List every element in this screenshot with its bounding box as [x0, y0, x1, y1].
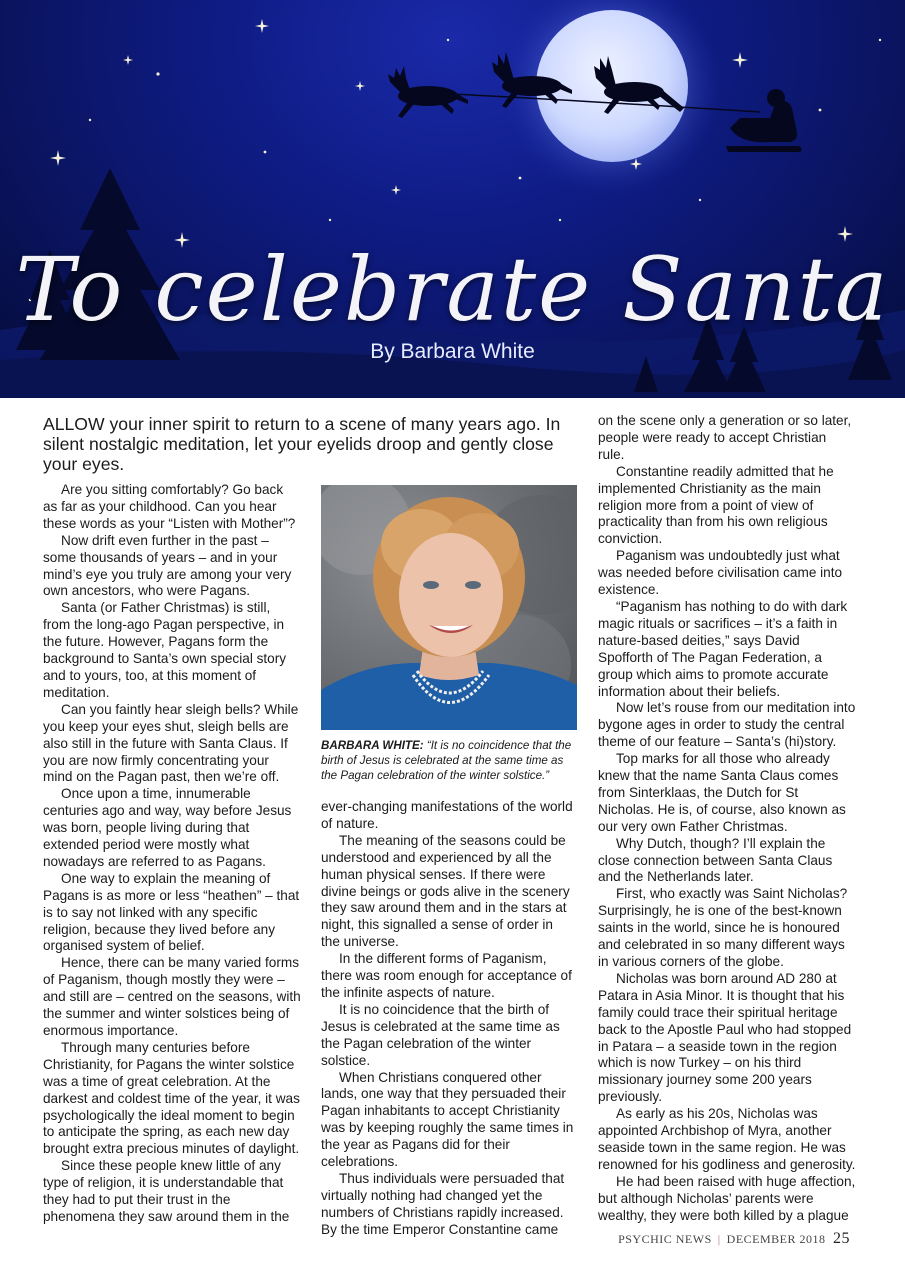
- text-column-3: [598, 413, 856, 1225]
- paragraph: ever-changing manifestations of the world of nature.: [321, 799, 573, 831]
- paragraph: Now let’s rouse from our meditation into bygone ages in order to study the central theme of our feature – Santa’s (hi)story.: [598, 700, 856, 750]
- paragraph: on the scene only a generation or so later, people were ready to accept Christian rule.: [598, 413, 852, 462]
- paragraph: Since these people knew little of any type of religion, it is understandable that they had to put their trust in the phenomena they saw around them in the: [43, 1158, 290, 1224]
- paragraph: One way to explain the meaning of Pagans is as more or less “heathen” – that is to say not linked with any specific religion, because they lived before any organised system of belief.: [43, 870, 300, 954]
- author-photo: [321, 485, 577, 730]
- paragraph: The meaning of the seasons could be understood and experienced by all the human physical senses. If there were divine beings or gods alive in the scenery they saw around them and in the stars at night, this signalled a sense of order in the universe.: [321, 832, 570, 950]
- paragraph: Top marks for all those who already knew that the name Santa Claus comes from Sinterklaas, the Dutch for St Nicholas. He is, of course, also known as our very own Father Christmas.: [598, 751, 846, 834]
- paragraph: Constantine readily admitted that he implemented Christianity as the main religion more from a point of view of practicality than from his own religious conviction.: [598, 463, 834, 547]
- paragraph: Why Dutch, though? I’ll explain the close connection between Santa Claus and the Netherlands later.: [598, 835, 833, 885]
- article-byline: By Barbara White: [370, 340, 535, 363]
- paragraph: Can you faintly hear sleigh bells? While you keep your eyes shut, sleigh bells are also still in the future with Santa Claus. If you are now firmly concentrating your mind on the Pagan past, then we’re off.: [43, 701, 299, 785]
- article-intro: ALLOW your inner spirit to return to a scene of many years ago. In silent nostalgic meditation, let your eyelids droop and gently close your eyes.: [43, 414, 561, 474]
- publication-name: PSYCHIC NEWS: [618, 1232, 712, 1246]
- paragraph: It is no coincidence that the birth of Jesus is celebrated at the same time as the Pagan celebration of the winter solstice.: [321, 1001, 560, 1068]
- page-number: 25: [833, 1230, 850, 1247]
- paragraph: Nicholas was born around AD 280 at Patara in Asia Minor. It is thought that his family could trace their spiritual heritage back to the Apostle Paul who had stopped in Patara – a seaside town in the region which is now Turkey – on his third missionary journey some 200 years previously.: [598, 970, 852, 1105]
- paragraph: First, who exactly was Saint Nicholas? Surprisingly, he is one of the best-known saints in the world, since he is honoured and celebrated in so many different ways in various corners of the globe.: [598, 886, 848, 969]
- paragraph: “Paganism has nothing to do with dark magic rituals or sacrifices – it’s a faith in nature-based deities,” says David Spofforth of The Pagan Federation, a group which aims to promote accurate information about their beliefs.: [598, 598, 848, 699]
- issue-date: DECEMBER 2018: [726, 1232, 826, 1246]
- paragraph: Thus individuals were persuaded that virtually nothing had changed yet the numbers of Christians rapidly increased. By the time Emperor Constantine came: [321, 1170, 565, 1237]
- portrait-illustration: [321, 485, 577, 730]
- paragraph: Now drift even further in the past – some thousands of years – and in your mind’s eye you truly are among your very own ancestors, who were Pagans.: [43, 532, 292, 599]
- paragraph: He had been raised with huge affection, but although Nicholas’ parents were wealthy, they were both killed by a plague: [598, 1173, 856, 1223]
- caption-label: BARBARA WHITE:: [321, 739, 424, 752]
- article-title: To celebrate Santa: [15, 238, 890, 341]
- text-column-1: [43, 482, 301, 1226]
- caption-text: “It is no coincidence that the birth of Jesus is celebrated at the same time as the Pagan celebration of the winter solstice.”: [321, 739, 572, 782]
- paragraph: Hence, there can be many varied forms of Paganism, though mostly they were – and still are – centred on the seasons, with the summer and winter solstices being of enormous importance.: [43, 955, 301, 1038]
- paragraph: Once upon a time, innumerable centuries ago and way, way before Jesus was born, people living during that extended period were mostly what nowadays are referred to as Pagans.: [43, 786, 292, 869]
- paragraph: Through many centuries before Christianity, for Pagans the winter solstice was a time of great celebration. At the darkest and coldest time of the year, it was psychologically the ideal moment to begin to anticipate the spring, as each new day brought extra precious minutes of daylight.: [43, 1039, 300, 1157]
- footer-separator: |: [717, 1232, 721, 1246]
- paragraph: Santa (or Father Christmas) is still, from the long-ago Pagan perspective, in the future. However, Pagans form the background to Santa’s own special story and to yours, too, at this moment of meditation.: [43, 600, 287, 700]
- paragraph: Are you sitting comfortably? Go back as far as your childhood. Can you hear these words as your “Listen with Mother”?: [43, 482, 296, 531]
- paragraph: In the different forms of Paganism, there was room enough for acceptance of the infinite aspects of nature.: [321, 951, 572, 1000]
- paragraph: As early as his 20s, Nicholas was appointed Archbishop of Myra, another seaside town in the same region. He was renowned for his godliness and generosity.: [598, 1106, 856, 1172]
- hero-banner: [0, 0, 905, 398]
- text-column-2: [321, 799, 575, 1239]
- photo-caption: [321, 738, 577, 783]
- paragraph: Paganism was undoubtedly just what was needed before civilisation came into existence.: [598, 548, 843, 598]
- page-footer: [618, 1230, 850, 1248]
- paragraph: When Christians conquered other lands, one way that they persuaded their Pagan inhabitants to accept Christianity was by keeping roughly the same times in the year as Pagans did for their celebrations.: [321, 1069, 574, 1170]
